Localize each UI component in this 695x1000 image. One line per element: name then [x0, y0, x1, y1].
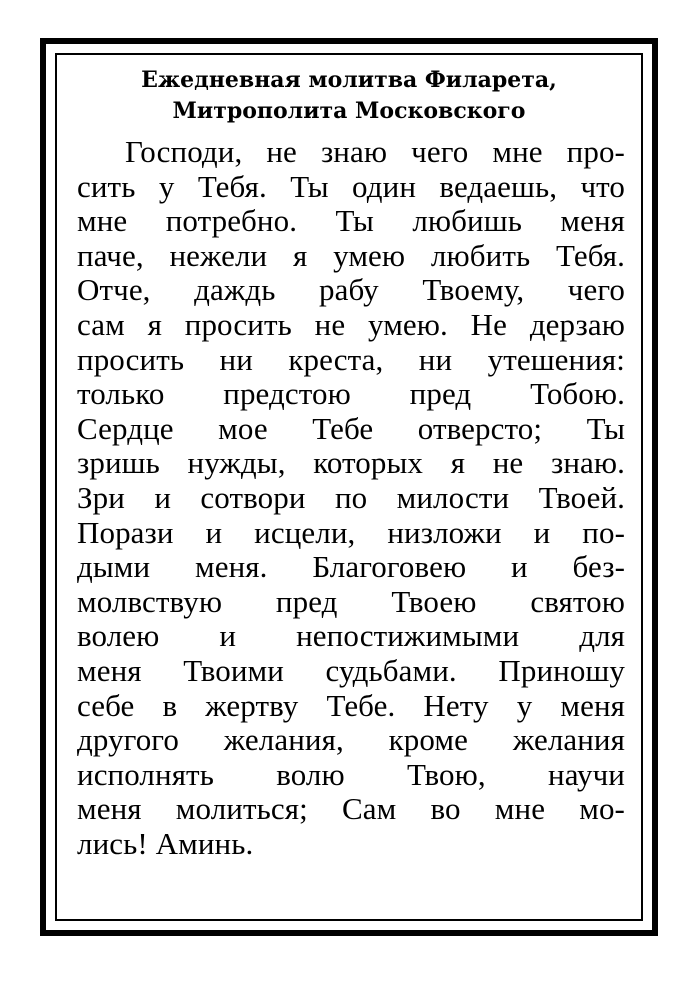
- prayer-line: лись! Аминь.: [77, 825, 254, 861]
- title-line-1: Ежедневная молитва Филарета,: [141, 67, 557, 93]
- prayer-title: [67, 65, 631, 127]
- prayer-line: себе в жертву Тебе. Нету у меня: [77, 687, 625, 723]
- prayer-line: Господи, не знаю чего мне про-: [125, 134, 625, 169]
- prayer-line: сить у Тебя. Ты один ведаешь, что: [77, 168, 625, 204]
- prayer-line: исполнять волю Твою, научи: [77, 756, 625, 792]
- prayer-line: просить ни креста, ни утешения:: [77, 341, 625, 377]
- prayer-line: зришь нужды, которых я не знаю.: [77, 445, 625, 481]
- prayer-line: паче, нежели я умею любить Тебя.: [77, 237, 625, 273]
- prayer-line: молвствую пред Твоею святою: [77, 583, 625, 619]
- card-inner-border: [55, 53, 643, 921]
- prayer-line: меня Твоими судьбами. Приношу: [77, 652, 625, 688]
- card-outer-border: [40, 38, 658, 936]
- prayer-line: другого желания, кроме желания: [77, 722, 625, 758]
- prayer-line: Отче, даждь рабу Твоему, чего: [77, 272, 625, 308]
- prayer-line: Сердце мое Тебе отверсто; Ты: [77, 410, 625, 446]
- prayer-line: сам я просить не умею. Не дерзаю: [77, 306, 625, 342]
- prayer-line: Зри и сотвори по милости Твоей.: [77, 479, 625, 515]
- prayer-line: меня молиться; Сам во мне мо-: [77, 791, 625, 827]
- prayer-line: дыми меня. Благоговею и без-: [77, 549, 625, 585]
- prayer-line: волею и непостижимыми для: [77, 618, 625, 654]
- prayer-text: [77, 135, 625, 861]
- prayer-line: Порази и исцели, низложи и по-: [77, 514, 625, 550]
- prayer-line: только предстою пред Тобою.: [77, 376, 625, 412]
- prayer-line: мне потребно. Ты любишь меня: [77, 203, 625, 239]
- title-line-2: Митрополита Московского: [172, 98, 526, 124]
